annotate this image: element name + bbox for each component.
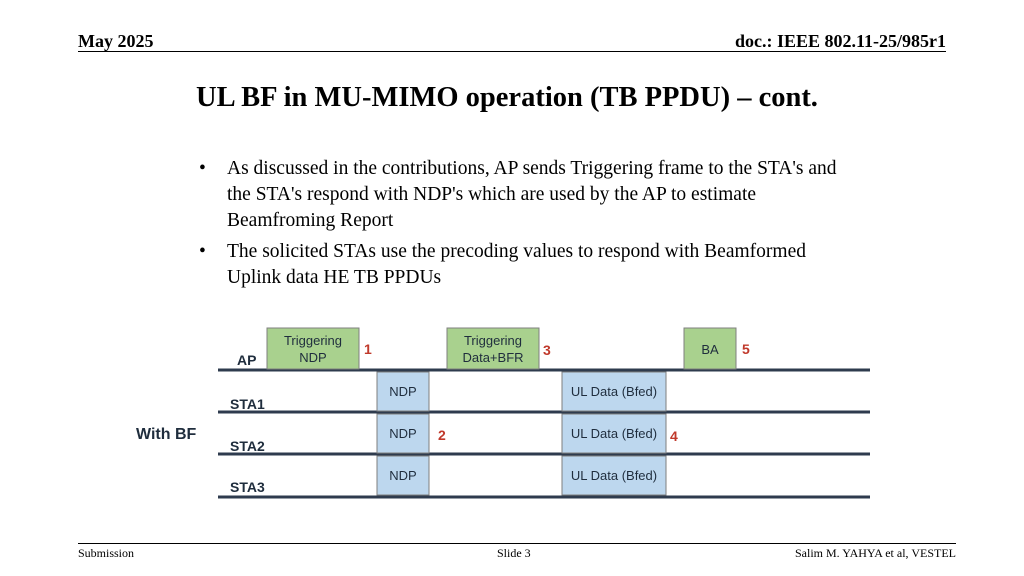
group-label-with-bf: With BF [136, 426, 197, 443]
header-divider [78, 51, 946, 52]
bullet-glyph: • [199, 241, 206, 262]
frame-ul-data-sta3-label: UL Data (Bfed) [570, 468, 658, 483]
frame-ul-data-sta2-label: UL Data (Bfed) [570, 426, 658, 441]
bullet-text: The solicited STAs use the precoding values to respond with Beamformed Uplink data HE TB PPDUs [227, 241, 806, 288]
frame-triggering-data-line1: Triggering [463, 333, 523, 348]
frame-ul-data-sta1-label: UL Data (Bfed) [570, 384, 658, 399]
header-date: May 2025 [78, 31, 154, 51]
slide-title: UL BF in MU-MIMO operation (TB PPDU) – cont. [196, 82, 818, 113]
bullet-text: As discussed in the contributions, AP sends Triggering frame to the STA's and the STA's respond with NDP's which are used by the AP to estimate Beamfroming Report [227, 158, 837, 231]
row-label-sta3: STA3 [230, 479, 265, 495]
bullet-item [196, 239, 846, 291]
bullet-list [196, 156, 846, 296]
frame-ba-label: BA [701, 342, 719, 357]
frame-triggering-ndp-line2: NDP [299, 350, 327, 365]
footer-submission: Submission [78, 546, 135, 560]
bullet-item [196, 156, 846, 234]
footer-slide-number: Slide 3 [497, 546, 531, 560]
frame-triggering-ndp-line1: Triggering [283, 333, 343, 348]
step-number-2: 2 [438, 427, 446, 443]
row-label-ap: AP [237, 352, 257, 368]
step-number-4: 4 [670, 428, 678, 444]
frame-ndp-sta1-label: NDP [389, 384, 417, 399]
bullet-glyph: • [199, 158, 206, 179]
row-label-sta2: STA2 [230, 438, 265, 454]
timing-diagram-svg [130, 320, 875, 505]
step-number-1: 1 [364, 341, 372, 357]
row-label-sta1: STA1 [230, 396, 265, 412]
frame-triggering-data-line2: Data+BFR [462, 350, 524, 365]
frame-ndp-sta3-label: NDP [389, 468, 417, 483]
ul-bf-timing-diagram [130, 320, 875, 510]
step-number-3: 3 [543, 342, 551, 358]
footer-divider [78, 543, 956, 544]
footer-author: Salim M. YAHYA et al, VESTEL [795, 546, 956, 560]
step-number-5: 5 [742, 341, 750, 357]
frame-ndp-sta2-label: NDP [389, 426, 417, 441]
header-doc-id: doc.: IEEE 802.11-25/985r1 [734, 31, 946, 51]
